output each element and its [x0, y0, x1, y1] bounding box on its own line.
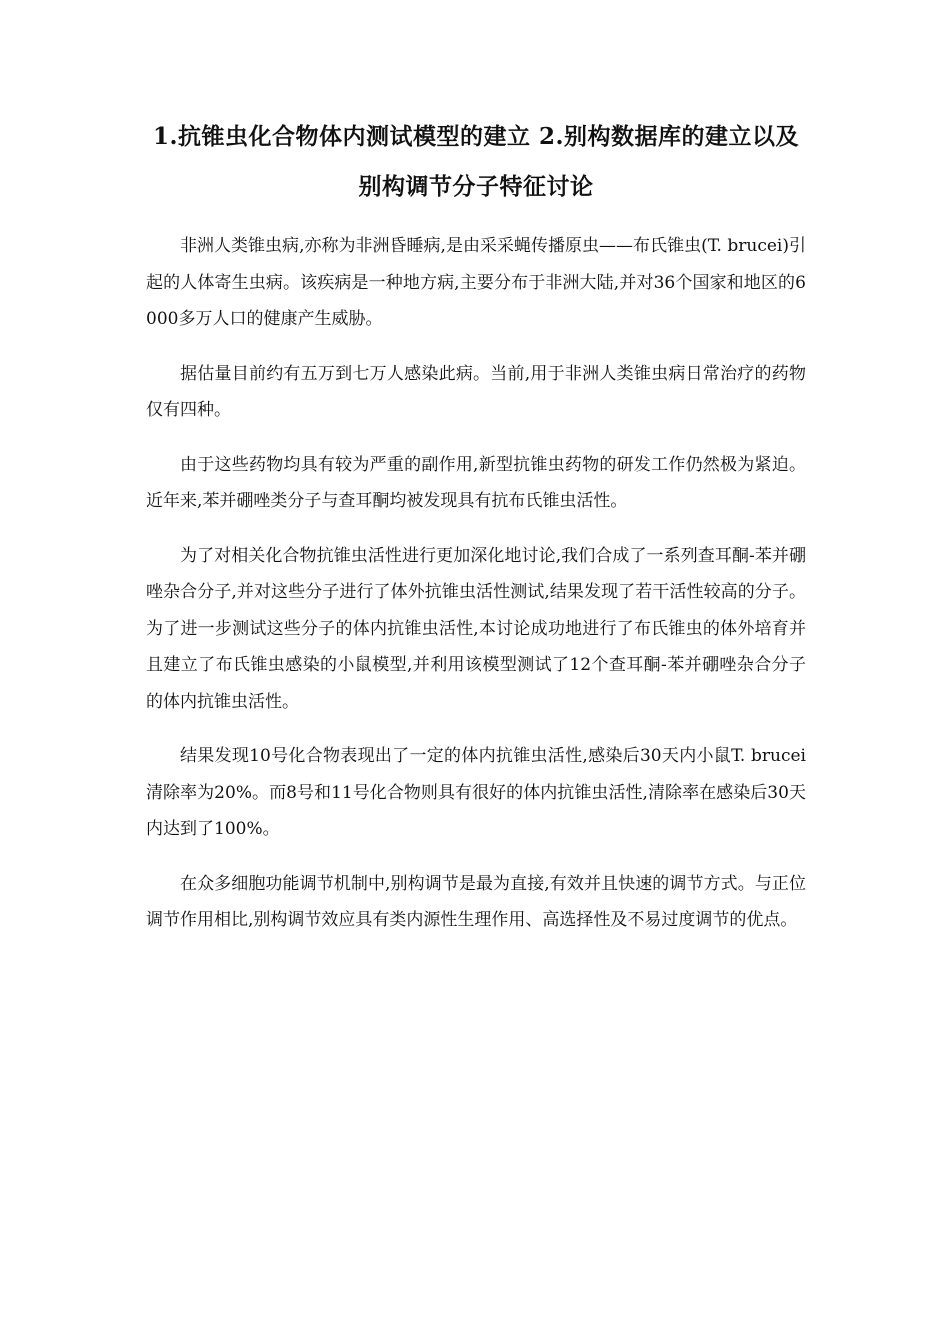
document-page [146, 112, 806, 957]
paragraph-4: 为了对相关化合物抗锥虫活性进行更加深化地讨论,我们合成了一系列查耳酮-苯并硼唑杂合分子,并对这些分子进行了体外抗锥虫活性测试,结果发现了若干活性较高的分子。为了进一步测试这些分子的体内抗锥虫活性,本讨论成功地进行了布氏锥虫的体外培育并且建立了布氏锥虫感染的小鼠模型,并利用该模型测试了12个查耳酮-苯并硼唑杂合分子的体内抗锥虫活性。 [146, 545, 806, 712]
paragraph-5: 结果发现10号化合物表现出了一定的体内抗锥虫活性,感染后30天内小鼠T. brucei清除率为20%。而8号和11号化合物则具有很好的体内抗锥虫活性,清除率在感染后30天内达到了100%。 [146, 746, 806, 839]
paragraph-2: 据估量目前约有五万到七万人感染此病。当前,用于非洲人类锥虫病日常治疗的药物仅有四种。 [146, 363, 806, 420]
paragraph-6: 在众多细胞功能调节机制中,别构调节是最为直接,有效并且快速的调节方式。与正位调节作用相比,别构调节效应具有类内源性生理作用、高选择性及不易过度调节的优点。 [146, 873, 806, 930]
paragraph-3: 由于这些药物均具有较为严重的副作用,新型抗锥虫药物的研发工作仍然极为紧迫。近年来,苯并硼唑类分子与查耳酮均被发现具有抗布氏锥虫活性。 [146, 454, 806, 511]
document-title: 1.抗锥虫化合物体内测试模型的建立 2.别构数据库的建立以及别构调节分子特征讨论 [152, 123, 800, 200]
paragraph-1: 非洲人类锥虫病,亦称为非洲昏睡病,是由采采蝇传播原虫——布氏锥虫(T. brucei)引起的人体寄生虫病。该疾病是一种地方病,主要分布于非洲大陆,并对36个国家和地区的6000多万人口的健康产生威胁。 [146, 236, 806, 329]
